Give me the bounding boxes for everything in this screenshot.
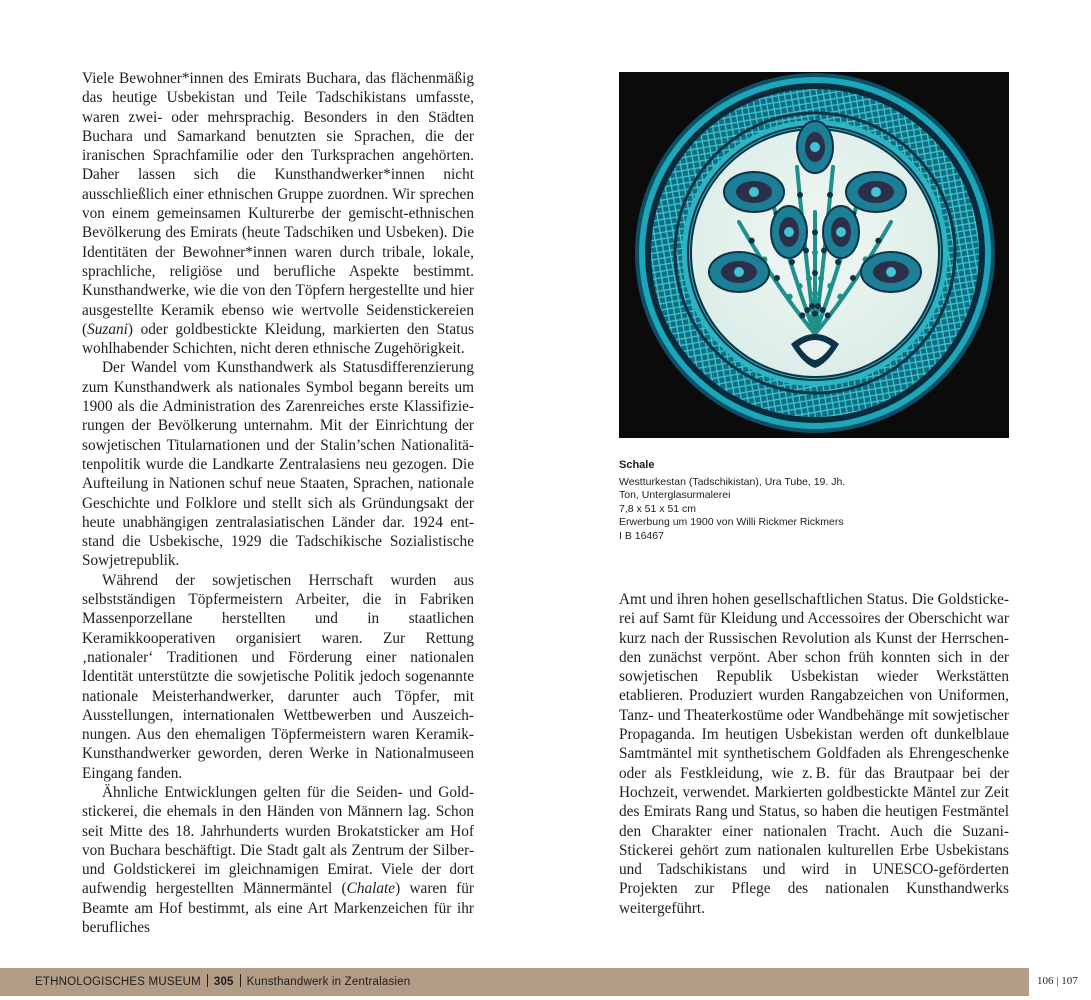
caption-dimensions: 7,8 x 51 x 51 cm: [619, 502, 697, 515]
figure-caption: [619, 459, 1009, 544]
footer-divider: [240, 974, 241, 987]
caption-material: Ton, Unterglasurmalerei: [619, 489, 731, 502]
page-numbers-box: [1029, 968, 1091, 996]
paragraph-4: Ähnliche Entwicklungen gelten für die Seiden- und Goldstickerei, die ehemals in den Händen von Männern lag. Schon seit Mitte des 18. Jahrhunderts wurden Brokatsticker am Hof von Buchara beschäftigt. Die Stadt galt als Zentrum der Silber- und Goldstickerei im gleichnamigen Emirat. Viele der dort aufwendig hergestellten Männermäntel (Chalate) waren für Beamte am Hof bestimmt, als eine Art Markenzeichen für ihr berufliches: [82, 783, 474, 937]
caption-origin: Westturkestan (Tadschikistan), Ura Tube, 19. Jh.: [619, 475, 846, 488]
footer-museum-name: ETHNOLOGISCHES MUSEUM: [35, 976, 201, 988]
paragraph-2: Der Wandel vom Kunsthandwerk als Statusdifferenzierung zum Kunsthandwerk als nationales Symbol begann bereits um 1900 als die Administration des Zarenreiches erste Klassifizierungen der Bevölkerung unternahm. Mit der Einrichtung der sowjetischen Titularnationen und der Stalin’schen Nationalitätenpolitik wurde die Landkarte Zentralasiens neu gezogen. Die Aufteilung in Nationen schuf neue Staaten, Sprachen, nationale Geschichte und Folklore und stellt sich als Gründungsakt der heute unabhängigen zentralasiatischen Länder dar. 1924 entstand die Usbekische, 1929 die Tadschikische Sozialistische Sowjetrepublik.: [82, 359, 474, 570]
caption-inventory-number: I B 16467: [619, 529, 664, 542]
paragraph-3: Während der sowjetischen Herrschaft wurden aus selbstständigen Töpfermeistern Arbeiter, die in Fabriken Massenporzellane herstellten und in staatlichen Keramikkooperativen organisiert waren. Zur Rettung ‚nationaler‘ Traditionen und Förderung einer nationalen Identität unterstützte die sowjetische Politik jedoch sogenannte nationale Meisterhandwerker, darunter auch Töpfer, mit Ausstellungen, internationalen Wettbewerben und Auszeichnungen. Aus den ehemaligen Töpfermeistern waren Keramik-Kunsthandwerker geworden, deren Werke in Nationalmuseen Eingang fanden.: [82, 571, 474, 782]
paragraph-1: Viele Bewohner*innen des Emirats Buchara, das flächenmäßig das heutige Usbekistan und Teile Tadschikistans umfasste, waren zwei- oder mehrsprachig. Besonders in den Städten Buchara und Samarkand benutzten sie Sprachen, die der iranischen Sprachfamilie oder den Turksprachen angehörten. Daher lassen sich die Kunsthandwerker*innen nicht ausschließlich einer ethnischen Gruppe zuordnen. Wir sprechen von einem gemeinsamen Kulturerbe der gemischt-ethnischen Bevölkerung des Emirats (heute Tadschiken und Usbeken). Die Identitäten der Bewohner*innen waren durch tribale, lokale, sprachliche, religiöse und berufliche Aspekte bestimmt. Kunsthandwerke, wie die von den Töpfern hergestellte und hier ausgestellte Keramik ebenso wie wertvolle Seidenstickereien (Suzani) oder goldbestickte Kleidung, markierten den Status wohlhabender Schichten, nicht deren ethnische Zugehörigkeit.: [82, 70, 474, 358]
running-footer: [35, 974, 410, 988]
caption-acquisition: Erwerbung um 1900 von Willi Rickmer Rickmers: [619, 516, 844, 529]
left-text-column: [82, 69, 474, 937]
footer-section-title: Kunsthandwerk in Zentralasien: [246, 976, 411, 988]
footer-divider: [207, 974, 208, 987]
right-text-column: [619, 590, 1009, 918]
page-footer: [0, 968, 1091, 996]
caption-title: Schale: [619, 459, 655, 471]
ceramic-bowl-photo: [619, 72, 1009, 438]
footer-issue-number: 305: [213, 976, 234, 988]
page-numbers: 106 | 107: [1037, 975, 1078, 987]
paragraph-5: Amt und ihren hohen gesellschaftlichen Status. Die Goldstickerei auf Samt für Kleidung und Accessoires der Oberschicht war kurz nach der Russischen Revolution als Kunst der Herrschenden zunächst verpönt. Aber schon früh konnten sich in der sowjetischen Republik Usbekistan wieder Werkstätten etablieren. Produziert wurden Rangabzeichen von Uniformen, Tanz- und Theaterkostüme oder Wandbehänge mit sowjetischer Propaganda. Im heutigen Usbekistan werden oft dunkelblaue Samtmäntel mit synthetischem Goldfaden als Ehrengeschenke oder als Festkleidung, wie z. B. für das Brautpaar bei der Hochzeit, verwendet. Markierten goldbestickte Mäntel zur Zeit des Emirats Rang und Status, so haben die heutigen Festmäntel den Charakter einer nationalen Tracht. Auch die Suzani-Stickerei gehört zum nationalen kulturellen Erbe Usbekistans und Tadschikistans und wird in UNESCO-geförderten Projekten zur Pflege des nationalen Kunsthandwerks weitergeführt.: [619, 591, 1009, 917]
ceramic-bowl-illustration: [619, 72, 1009, 438]
